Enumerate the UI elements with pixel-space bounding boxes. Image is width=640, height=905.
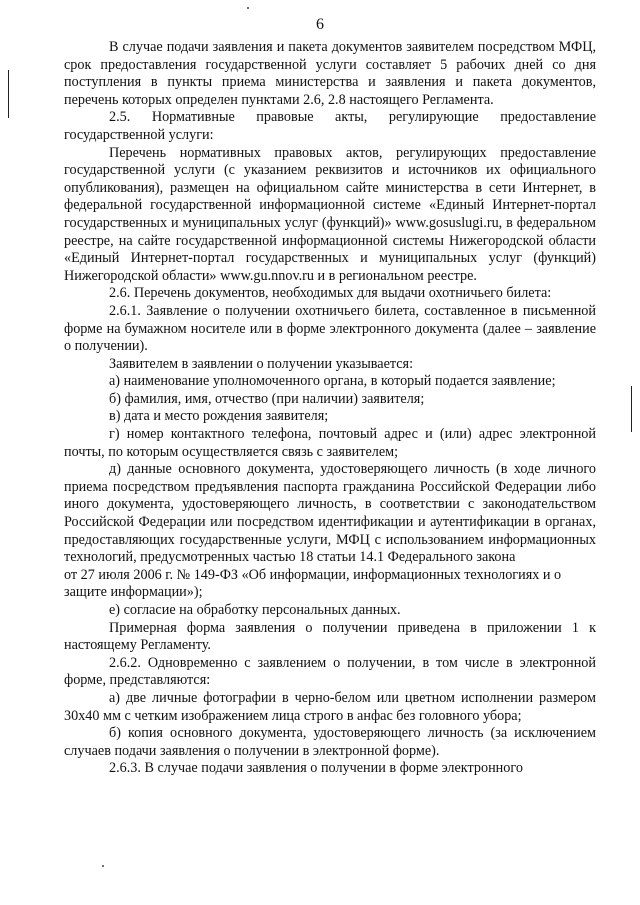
paragraph: 2.6.3. В случае подачи заявления о получении в форме электронного bbox=[109, 760, 523, 777]
document-body bbox=[64, 39, 596, 778]
paragraph: г) номер контактного телефона, почтовый адрес и (или) адрес электронной почты, по которым осуществляется связь с заявителем; bbox=[64, 426, 596, 460]
paragraph: а) наименование уполномоченного органа, в который подается заявление; bbox=[109, 373, 556, 390]
paragraph: 2.5. Нормативные правовые акты, регулирующие предоставление государственной услуги: bbox=[64, 109, 596, 143]
paragraph: б) копия основного документа, удостоверяющего личность (за исключением случаев подачи заявления о получении в электронной форме). bbox=[64, 725, 596, 759]
paragraph: В случае подачи заявления и пакета документов заявителем посредством МФЦ, срок предоставления государственной услуги составляет 5 рабочих дней со дня поступления в пункты приема министерства и заявления и пакета документов, перечень которых определен пунктами 2.6, 2.8 настоящего Регламента. bbox=[64, 39, 596, 108]
paragraph: б) фамилия, имя, отчество (при наличии) заявителя; bbox=[109, 390, 425, 407]
paragraph: 2.6.1. Заявление о получении охотничьего билета, составленное в письменной форме на бумажном носителе или в форме электронного документа (далее – заявление о получении). bbox=[64, 302, 596, 355]
scan-mark-left bbox=[8, 70, 9, 118]
paragraph: Перечень нормативных правовых актов, регулирующих предоставление государственной услуги (с указанием реквизитов и источников их официального опубликования), размещен на официальном сайте министерства в сети Интернет, в федеральной государственной информационной системе «Единый Интернет-портал государственных и муниципальных услуг (функций)» www.gosuslugi.ru, в федеральном реестре, на сайте государственной информационной системы Нижегородской области «Единый Интернет-портал государственных и муниципальных услуг (функций) Нижегородской области» www.gu.nnov.ru и в региональном реестре. bbox=[64, 144, 596, 284]
paragraph: от 27 июля 2006 г. № 149-ФЗ «Об информации, информационных технологиях и о защите информации»); bbox=[64, 566, 562, 601]
paragraph: д) данные основного документа, удостоверяющего личность (в ходе личного приема посредством предъявления паспорта гражданина Российской Федерации либо иного документа, удостоверяющего личность, в соответствии с законодательством Российской Федерации или посредством идентификации и аутентификации в органах, предоставляющих государственные услуги, МФЦ с использованием информационных технологий, предусмотренных частью 18 статьи 14.1 Федерального закона bbox=[64, 461, 596, 566]
scan-dot bbox=[247, 7, 249, 9]
paragraph: а) две личные фотографии в черно-белом или цветном исполнении размером 30х40 мм с четким изображением лица строго в анфас без головного убора; bbox=[64, 689, 596, 724]
paragraph: Примерная форма заявления о получении приведена в приложении 1 к настоящему Регламенту. bbox=[64, 619, 596, 654]
paragraph: в) дата и место рождения заявителя; bbox=[109, 408, 329, 425]
scan-mark-right bbox=[631, 386, 632, 432]
page-number: 6 bbox=[316, 16, 324, 33]
paragraph: е) согласие на обработку персональных данных. bbox=[109, 602, 401, 618]
paragraph: 2.6.2. Одновременно с заявлением о получении, в том числе в электронной форме, представляются: bbox=[64, 654, 596, 689]
paragraph: 2.6. Перечень документов, необходимых для выдачи охотничьего билета: bbox=[109, 285, 552, 302]
scan-dot bbox=[102, 865, 104, 867]
paragraph: Заявителем в заявлении о получении указывается: bbox=[109, 355, 414, 372]
